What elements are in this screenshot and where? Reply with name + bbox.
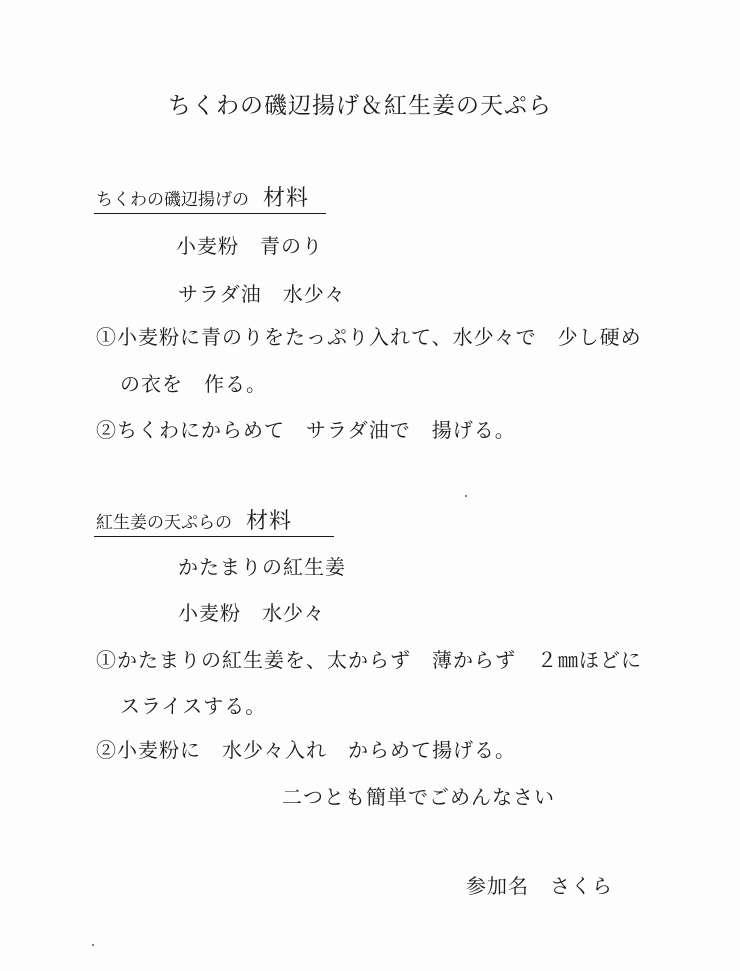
section2-heading-underline [94,536,334,537]
section2-step-2: ②小麦粉に 水少々入れ からめて揚げる。 [96,738,516,762]
scan-speck [465,495,467,497]
scan-speck-2 [92,944,94,946]
section1-heading-underline [94,213,326,214]
section2-heading-prefix: 紅生姜の天ぷらの [96,513,232,533]
section1-heading-main: 材料 [263,186,310,211]
section1-heading [96,188,309,210]
section1-ingredient-1: 小麦粉 青のり [176,234,323,258]
participant-name: 参加名 さくら [466,874,613,898]
section2-step-1-cont: スライスする。 [120,694,267,718]
section1-step-1: ①小麦粉に青のりをたっぷり入れて、水少々で 少し硬め [96,325,642,349]
section2-heading [96,511,292,533]
section1-step-2: ②ちくわにからめて サラダ油で 揚げる。 [96,418,516,442]
section2-ingredient-2: 小麦粉 水少々 [178,601,325,625]
page-title: ちくわの磯辺揚げ＆紅生姜の天ぷら [168,93,552,119]
section2-step-1: ①かたまりの紅生姜を、太からず 薄からず ２㎜ほどに [96,648,642,672]
section1-ingredient-2: サラダ油 水少々 [178,282,346,306]
section2-heading-main: 材料 [246,509,293,534]
section2-ingredient-1: かたまりの紅生姜 [178,555,346,579]
section1-heading-prefix: ちくわの磯辺揚げの [96,190,249,210]
closing-note: 二つとも簡単でごめんなさい [282,785,555,809]
section1-step-1-cont: の衣を 作る。 [120,372,267,396]
